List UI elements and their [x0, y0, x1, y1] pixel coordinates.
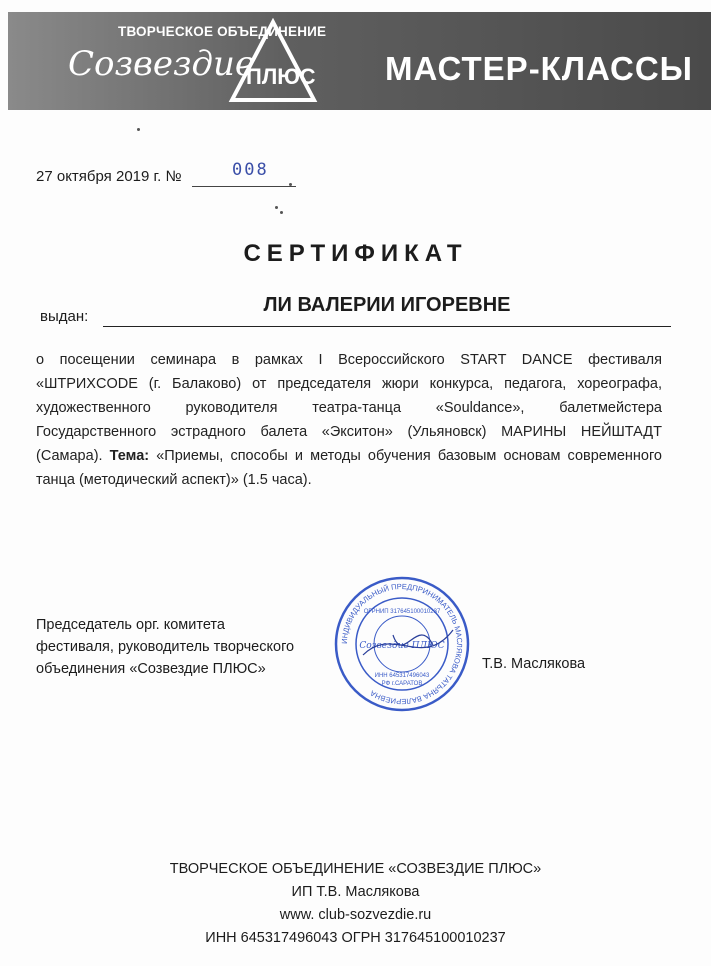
topic-text: «Приемы, способы и методы обучения базовым основам современного танца (методический аспект)» (1.5 часа). — [36, 448, 662, 488]
scan-speck — [280, 211, 283, 214]
signatory-line-3: объединения «Созвездие ПЛЮС» — [36, 661, 266, 677]
stamp-center-text: Созвездие ПЛЮС — [359, 641, 445, 651]
date-line: 27 октября 2019 г. № — [36, 168, 182, 185]
footer-registration: ИНН 645317496043 ОГРН 317645100010237 — [205, 930, 506, 946]
body-main-text: о посещении семинара в рамках I Всероссийского START DANCE фестиваля «ШТРИХCODE (г. Балаково) от председателя жюри конкурса, педагога, хореографа, художественного руководителя театра-танца «Souldance», балетмейстера Государственного эстрадного балета «Экситон» (Ульяновск) МАРИНЫ НЕЙШТАДТ (Самара). — [36, 352, 662, 464]
footer-website: www. club-sozvezdie.ru — [279, 907, 432, 923]
certificate-body — [36, 348, 662, 492]
stamp-city: РФ г.САРАТОВ — [381, 681, 423, 687]
stamp-ogrnip: ОГРНИП 317645100010237 — [363, 609, 441, 615]
signatory-line-2: фестиваля, руководитель творческого — [36, 639, 295, 655]
footer — [0, 858, 711, 950]
signer-name: Т.В. Маслякова — [482, 656, 586, 672]
footer-ip: ИП Т.В. Маслякова — [291, 884, 420, 900]
recipient-name: ЛИ ВАЛЕРИИ ИГОРЕВНЕ — [263, 294, 511, 316]
scan-speck — [275, 206, 278, 209]
issued-label: выдан: — [40, 308, 89, 325]
org-name: ТВОРЧЕСКОЕ ОБЪЕДИНЕНИЕ — [118, 24, 327, 39]
signatory-title — [36, 614, 336, 680]
handwritten-number: 008 — [232, 160, 269, 180]
section-title: МАСТЕР-КЛАССЫ — [385, 50, 693, 87]
stamp-outer-text: ИНДИВИДУАЛЬНЫЙ ПРЕДПРИНИМАТЕЛЬ МАСЛЯКОВА ТАТЬЯНА ВАЛЕРИЕВНА — [339, 581, 465, 707]
certificate-title: СЕРТИФИКАТ — [243, 240, 468, 267]
footer-org: ТВОРЧЕСКОЕ ОБЪЕДИНЕНИЕ «СОЗВЕЗДИЕ ПЛЮС» — [169, 861, 542, 877]
logo-plus-text: ПЛЮС — [246, 64, 316, 89]
scan-speck — [137, 128, 140, 131]
header-banner — [8, 12, 711, 110]
stamp-inn: ИНН 645317496043 — [374, 673, 430, 679]
signatory-line-1: Председатель орг. комитета — [36, 617, 225, 633]
recipient-underline — [103, 326, 671, 327]
topic-label: Тема: — [109, 448, 150, 464]
logo-script-text: Созвездие — [68, 44, 256, 84]
round-stamp — [333, 575, 471, 713]
